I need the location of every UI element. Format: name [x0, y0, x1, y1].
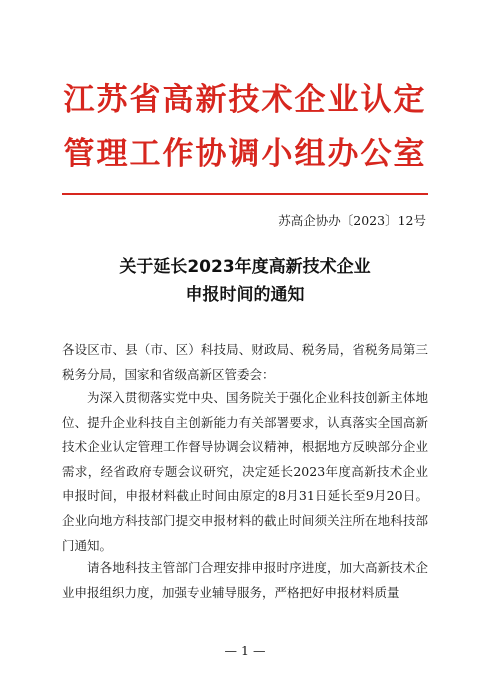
- body-paragraph-2: 请各地科技主管部门合理安排申报时序进度，加大高新技术企业申报组织力度，加强专业辅导服务，严格把好申报材料质量: [62, 560, 428, 600]
- org-name-line-1: 江苏省高新技术企业认定: [63, 82, 427, 118]
- page-number: — 1 —: [224, 643, 266, 658]
- document-number: 苏高企协办〔2023〕12号: [278, 213, 426, 228]
- org-name-line-2: 管理工作协调小组办公室: [63, 136, 427, 172]
- addressee-paragraph: 各设区市、县（市、区）科技局、财政局、税务局，省税务局第三税务分局，国家和省级高新区管委会：: [62, 342, 428, 382]
- body-paragraph-1: 为深入贯彻落实党中央、国务院关于强化企业科技创新主体地位、提升企业科技自主创新能力有关部署要求，认真落实全国高新技术企业认定管理工作督导协调会议精神，根据地方反映部分企业需求，经省政府专题会议研究，决定延长2023年度高新技术企业申报时间，申报材料截止时间由原定的8月31日延长至9月20日。企业向地方科技部门提交申报材料的截止时间须关注所在地科技部门通知。: [62, 390, 428, 553]
- document-title-line-1: 关于延长2023年度高新技术企业: [119, 257, 371, 277]
- document-title-line-2: 申报时间的通知: [185, 285, 305, 305]
- red-divider-line: [62, 193, 428, 195]
